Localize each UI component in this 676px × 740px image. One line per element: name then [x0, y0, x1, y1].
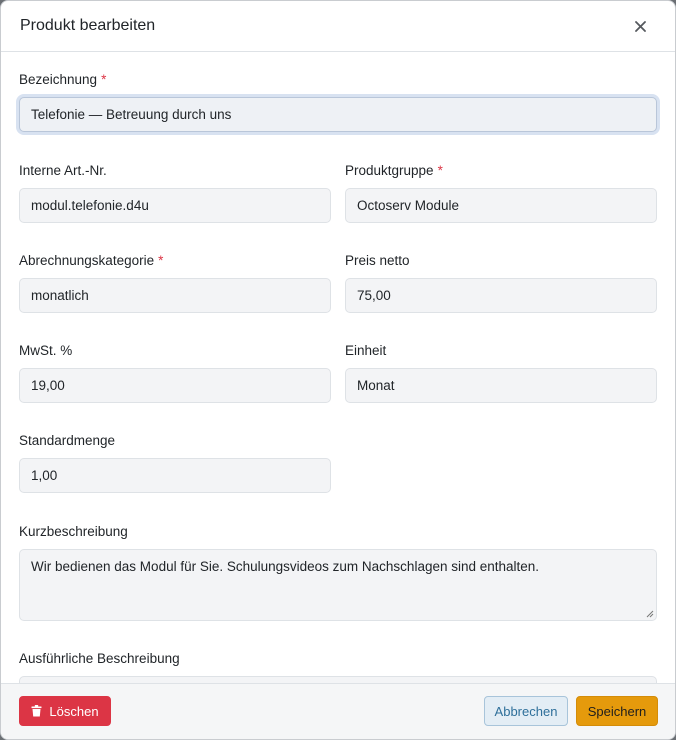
bezeichnung-input[interactable]: Telefonie — Betreuung durch uns — [19, 97, 657, 132]
dialog-title: Produkt bearbeiten — [20, 17, 156, 34]
produktgruppe-select[interactable]: Octoserv Module — [345, 188, 657, 223]
einheit-label: Einheit — [345, 343, 387, 358]
field-preis-netto — [345, 252, 657, 313]
field-produktgruppe — [345, 162, 657, 223]
standardmenge-input[interactable]: 1,00 — [19, 458, 331, 493]
field-art-nr — [19, 162, 331, 223]
delete-button[interactable] — [19, 696, 111, 726]
kurzbeschreibung-text: Wir bedienen das Modul für Sie. Schulungsvideos zum Nachschlagen sind enthalten. — [31, 559, 540, 574]
resize-grip-icon[interactable] — [646, 610, 654, 618]
required-marker: * — [437, 163, 443, 178]
field-standardmenge — [19, 432, 331, 493]
required-marker: * — [101, 72, 107, 87]
mwst-label: MwSt. % — [19, 343, 73, 358]
required-marker: * — [158, 253, 164, 268]
art-nr-input[interactable]: modul.telefonie.d4u — [19, 188, 331, 223]
preis-netto-label: Preis netto — [345, 253, 410, 268]
kurzbeschreibung-textarea[interactable] — [19, 549, 657, 621]
dialog-footer — [1, 683, 675, 739]
close-icon — [635, 21, 646, 32]
cancel-button[interactable]: Abbrechen — [484, 696, 568, 726]
standardmenge-label: Standardmenge — [19, 433, 116, 448]
close-button[interactable] — [630, 16, 650, 36]
produktgruppe-label: Produktgruppe * — [345, 163, 443, 178]
einheit-input[interactable]: Monat — [345, 368, 657, 403]
field-abrechnungskategorie — [19, 252, 331, 313]
dialog-header — [1, 1, 675, 52]
kurzbeschreibung-label: Kurzbeschreibung — [19, 524, 128, 539]
save-button[interactable]: Speichern — [576, 696, 658, 726]
abrechnungskategorie-select[interactable]: monatlich — [19, 278, 331, 313]
trash-icon — [31, 705, 42, 717]
ausfuehrliche-beschreibung-label: Ausführliche Beschreibung — [19, 651, 180, 666]
abrechnungskategorie-label: Abrechnungskategorie * — [19, 253, 164, 268]
field-kurzbeschreibung — [19, 523, 657, 621]
preis-netto-input[interactable]: 75,00 — [345, 278, 657, 313]
mwst-input[interactable]: 19,00 — [19, 368, 331, 403]
delete-label: Löschen — [49, 703, 99, 719]
field-ausfuehrliche-beschreibung — [19, 650, 657, 683]
art-nr-label: Interne Art.-Nr. — [19, 163, 107, 178]
bezeichnung-label: Bezeichnung * — [19, 72, 107, 87]
field-mwst — [19, 342, 331, 403]
dialog-body — [1, 53, 675, 683]
field-bezeichnung — [19, 71, 657, 132]
ausfuehrliche-beschreibung-textarea[interactable] — [19, 676, 657, 683]
field-einheit — [345, 342, 657, 403]
